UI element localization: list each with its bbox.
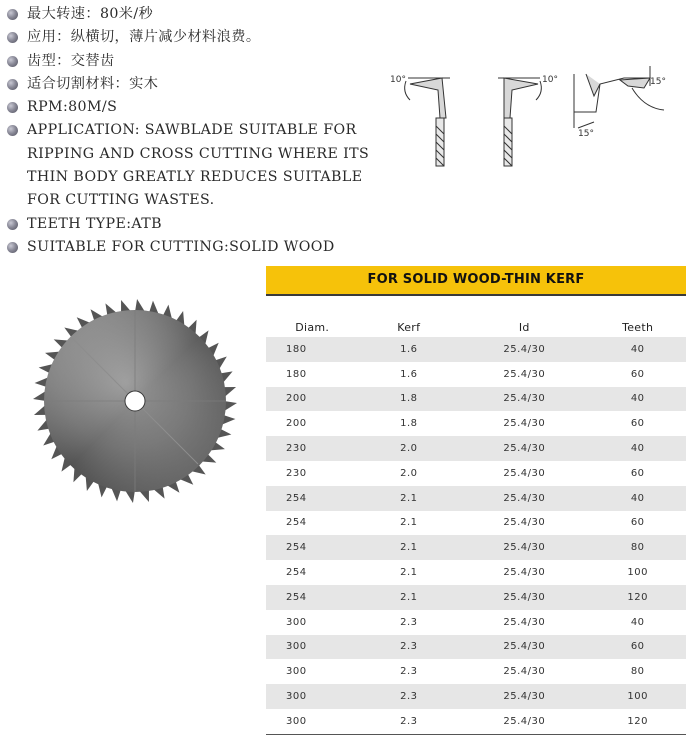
cell-id: 25.4/30 bbox=[459, 635, 589, 660]
cell-diam: 200 bbox=[266, 411, 358, 436]
table-row bbox=[266, 511, 686, 536]
spec-rpm: RPM:80M/S bbox=[27, 99, 118, 116]
cell-kerf: 2.3 bbox=[358, 684, 459, 709]
size-table bbox=[266, 296, 686, 735]
header-diam: Diam. bbox=[295, 321, 330, 334]
cell-teeth: 100 bbox=[589, 560, 686, 585]
sphere-bullet-icon bbox=[7, 79, 18, 90]
cell-kerf: 2.1 bbox=[358, 486, 459, 511]
cell-diam: 254 bbox=[266, 486, 358, 511]
spec-teeth-type: TEETH TYPE:ATB bbox=[27, 215, 162, 232]
cell-kerf: 2.1 bbox=[358, 511, 459, 536]
cell-kerf: 2.3 bbox=[358, 709, 459, 734]
spec-item bbox=[6, 26, 386, 49]
cell-kerf: 2.1 bbox=[358, 535, 459, 560]
cell-id: 25.4/30 bbox=[459, 511, 589, 536]
cell-teeth: 80 bbox=[589, 535, 686, 560]
cell-id: 25.4/30 bbox=[459, 560, 589, 585]
cell-teeth: 60 bbox=[589, 461, 686, 486]
table-row bbox=[266, 659, 686, 684]
cell-diam: 230 bbox=[266, 461, 358, 486]
table-row bbox=[266, 684, 686, 709]
sphere-bullet-icon bbox=[7, 56, 18, 67]
cell-kerf: 1.6 bbox=[358, 362, 459, 387]
spec-item bbox=[6, 3, 386, 26]
angle-label-left: 10° bbox=[390, 75, 406, 85]
sphere-bullet-icon bbox=[7, 32, 18, 43]
table-row bbox=[266, 436, 686, 461]
cell-id: 25.4/30 bbox=[459, 659, 589, 684]
cell-kerf: 2.3 bbox=[358, 610, 459, 635]
cell-kerf: 2.3 bbox=[358, 635, 459, 660]
spec-item bbox=[6, 119, 386, 212]
cell-teeth: 120 bbox=[589, 585, 686, 610]
cell-id: 25.4/30 bbox=[459, 535, 589, 560]
spec-max-speed-cn: 最大转速：80米/秒 bbox=[27, 6, 154, 22]
table-row bbox=[266, 535, 686, 560]
specifications-list bbox=[6, 3, 386, 259]
cell-id: 25.4/30 bbox=[459, 585, 589, 610]
header-kerf: Kerf bbox=[397, 321, 421, 334]
cell-diam: 200 bbox=[266, 387, 358, 412]
spec-material-cn: 适合切割材料：实木 bbox=[27, 75, 159, 92]
cell-kerf: 1.8 bbox=[358, 387, 459, 412]
table-row bbox=[266, 387, 686, 412]
cell-diam: 300 bbox=[266, 635, 358, 660]
cell-id: 25.4/30 bbox=[459, 461, 589, 486]
spec-item bbox=[6, 236, 386, 259]
cell-teeth: 40 bbox=[589, 610, 686, 635]
table-row bbox=[266, 610, 686, 635]
table-row bbox=[266, 560, 686, 585]
cell-diam: 180 bbox=[266, 362, 358, 387]
spec-item bbox=[6, 50, 386, 73]
angle-label-top: 15° bbox=[650, 77, 666, 87]
cell-diam: 300 bbox=[266, 659, 358, 684]
cell-teeth: 100 bbox=[589, 684, 686, 709]
spec-material: SUITABLE FOR CUTTING:SOLID WOOD bbox=[27, 238, 335, 255]
cell-diam: 180 bbox=[266, 337, 358, 362]
table-row bbox=[266, 585, 686, 610]
cell-teeth: 40 bbox=[589, 337, 686, 362]
table-body bbox=[266, 337, 686, 734]
saw-blade-image bbox=[32, 298, 238, 504]
cell-teeth: 60 bbox=[589, 511, 686, 536]
spec-item bbox=[6, 213, 386, 236]
table-row bbox=[266, 486, 686, 511]
sphere-bullet-icon bbox=[7, 102, 18, 113]
table-row bbox=[266, 709, 686, 734]
table-title: FOR SOLID WOOD-THIN KERF bbox=[266, 266, 686, 294]
spec-item bbox=[6, 96, 386, 119]
cell-id: 25.4/30 bbox=[459, 436, 589, 461]
sphere-bullet-icon bbox=[7, 9, 18, 20]
cell-teeth: 40 bbox=[589, 387, 686, 412]
cell-kerf: 2.0 bbox=[358, 461, 459, 486]
angle-label-bottom: 15° bbox=[578, 129, 594, 139]
header-row bbox=[266, 296, 686, 337]
spec-item bbox=[6, 73, 386, 96]
cell-diam: 300 bbox=[266, 709, 358, 734]
table-row bbox=[266, 461, 686, 486]
cell-kerf: 2.1 bbox=[358, 585, 459, 610]
spec-application-cn: 应用：纵横切，薄片减少材料浪费。 bbox=[27, 29, 261, 46]
sphere-bullet-icon bbox=[7, 242, 18, 253]
tooth-angle-diagram bbox=[388, 38, 684, 178]
cell-kerf: 2.3 bbox=[358, 659, 459, 684]
table-row bbox=[266, 337, 686, 362]
cell-diam: 230 bbox=[266, 436, 358, 461]
table-row bbox=[266, 635, 686, 660]
cell-id: 25.4/30 bbox=[459, 486, 589, 511]
cell-teeth: 120 bbox=[589, 709, 686, 734]
cell-diam: 300 bbox=[266, 610, 358, 635]
angle-label-right: 10° bbox=[542, 75, 558, 85]
cell-diam: 254 bbox=[266, 560, 358, 585]
cell-id: 25.4/30 bbox=[459, 411, 589, 436]
cell-teeth: 60 bbox=[589, 635, 686, 660]
spec-application: APPLICATION: SAWBLADE SUITABLE FOR RIPPING AND CROSS CUTTING WHERE ITS THIN BODY GREATLY REDUCES SUITABLE FOR CUTTING WASTES. bbox=[27, 122, 370, 209]
cell-kerf: 2.0 bbox=[358, 436, 459, 461]
cell-kerf: 1.8 bbox=[358, 411, 459, 436]
cell-diam: 300 bbox=[266, 684, 358, 709]
header-id: Id bbox=[518, 321, 530, 334]
cell-teeth: 40 bbox=[589, 436, 686, 461]
cell-id: 25.4/30 bbox=[459, 337, 589, 362]
cell-teeth: 80 bbox=[589, 659, 686, 684]
cell-diam: 254 bbox=[266, 585, 358, 610]
header-teeth: Teeth bbox=[622, 321, 654, 334]
cell-id: 25.4/30 bbox=[459, 709, 589, 734]
table-row bbox=[266, 362, 686, 387]
cell-kerf: 1.6 bbox=[358, 337, 459, 362]
cell-id: 25.4/30 bbox=[459, 684, 589, 709]
cell-diam: 254 bbox=[266, 511, 358, 536]
cell-diam: 254 bbox=[266, 535, 358, 560]
sphere-bullet-icon bbox=[7, 125, 18, 136]
spec-teeth-type-cn: 齿型：交替齿 bbox=[27, 52, 115, 69]
cell-teeth: 60 bbox=[589, 411, 686, 436]
table-row bbox=[266, 411, 686, 436]
sphere-bullet-icon bbox=[7, 219, 18, 230]
cell-teeth: 60 bbox=[589, 362, 686, 387]
cell-id: 25.4/30 bbox=[459, 610, 589, 635]
spec-table bbox=[266, 266, 686, 735]
cell-id: 25.4/30 bbox=[459, 387, 589, 412]
cell-teeth: 40 bbox=[589, 486, 686, 511]
cell-id: 25.4/30 bbox=[459, 362, 589, 387]
cell-kerf: 2.1 bbox=[358, 560, 459, 585]
